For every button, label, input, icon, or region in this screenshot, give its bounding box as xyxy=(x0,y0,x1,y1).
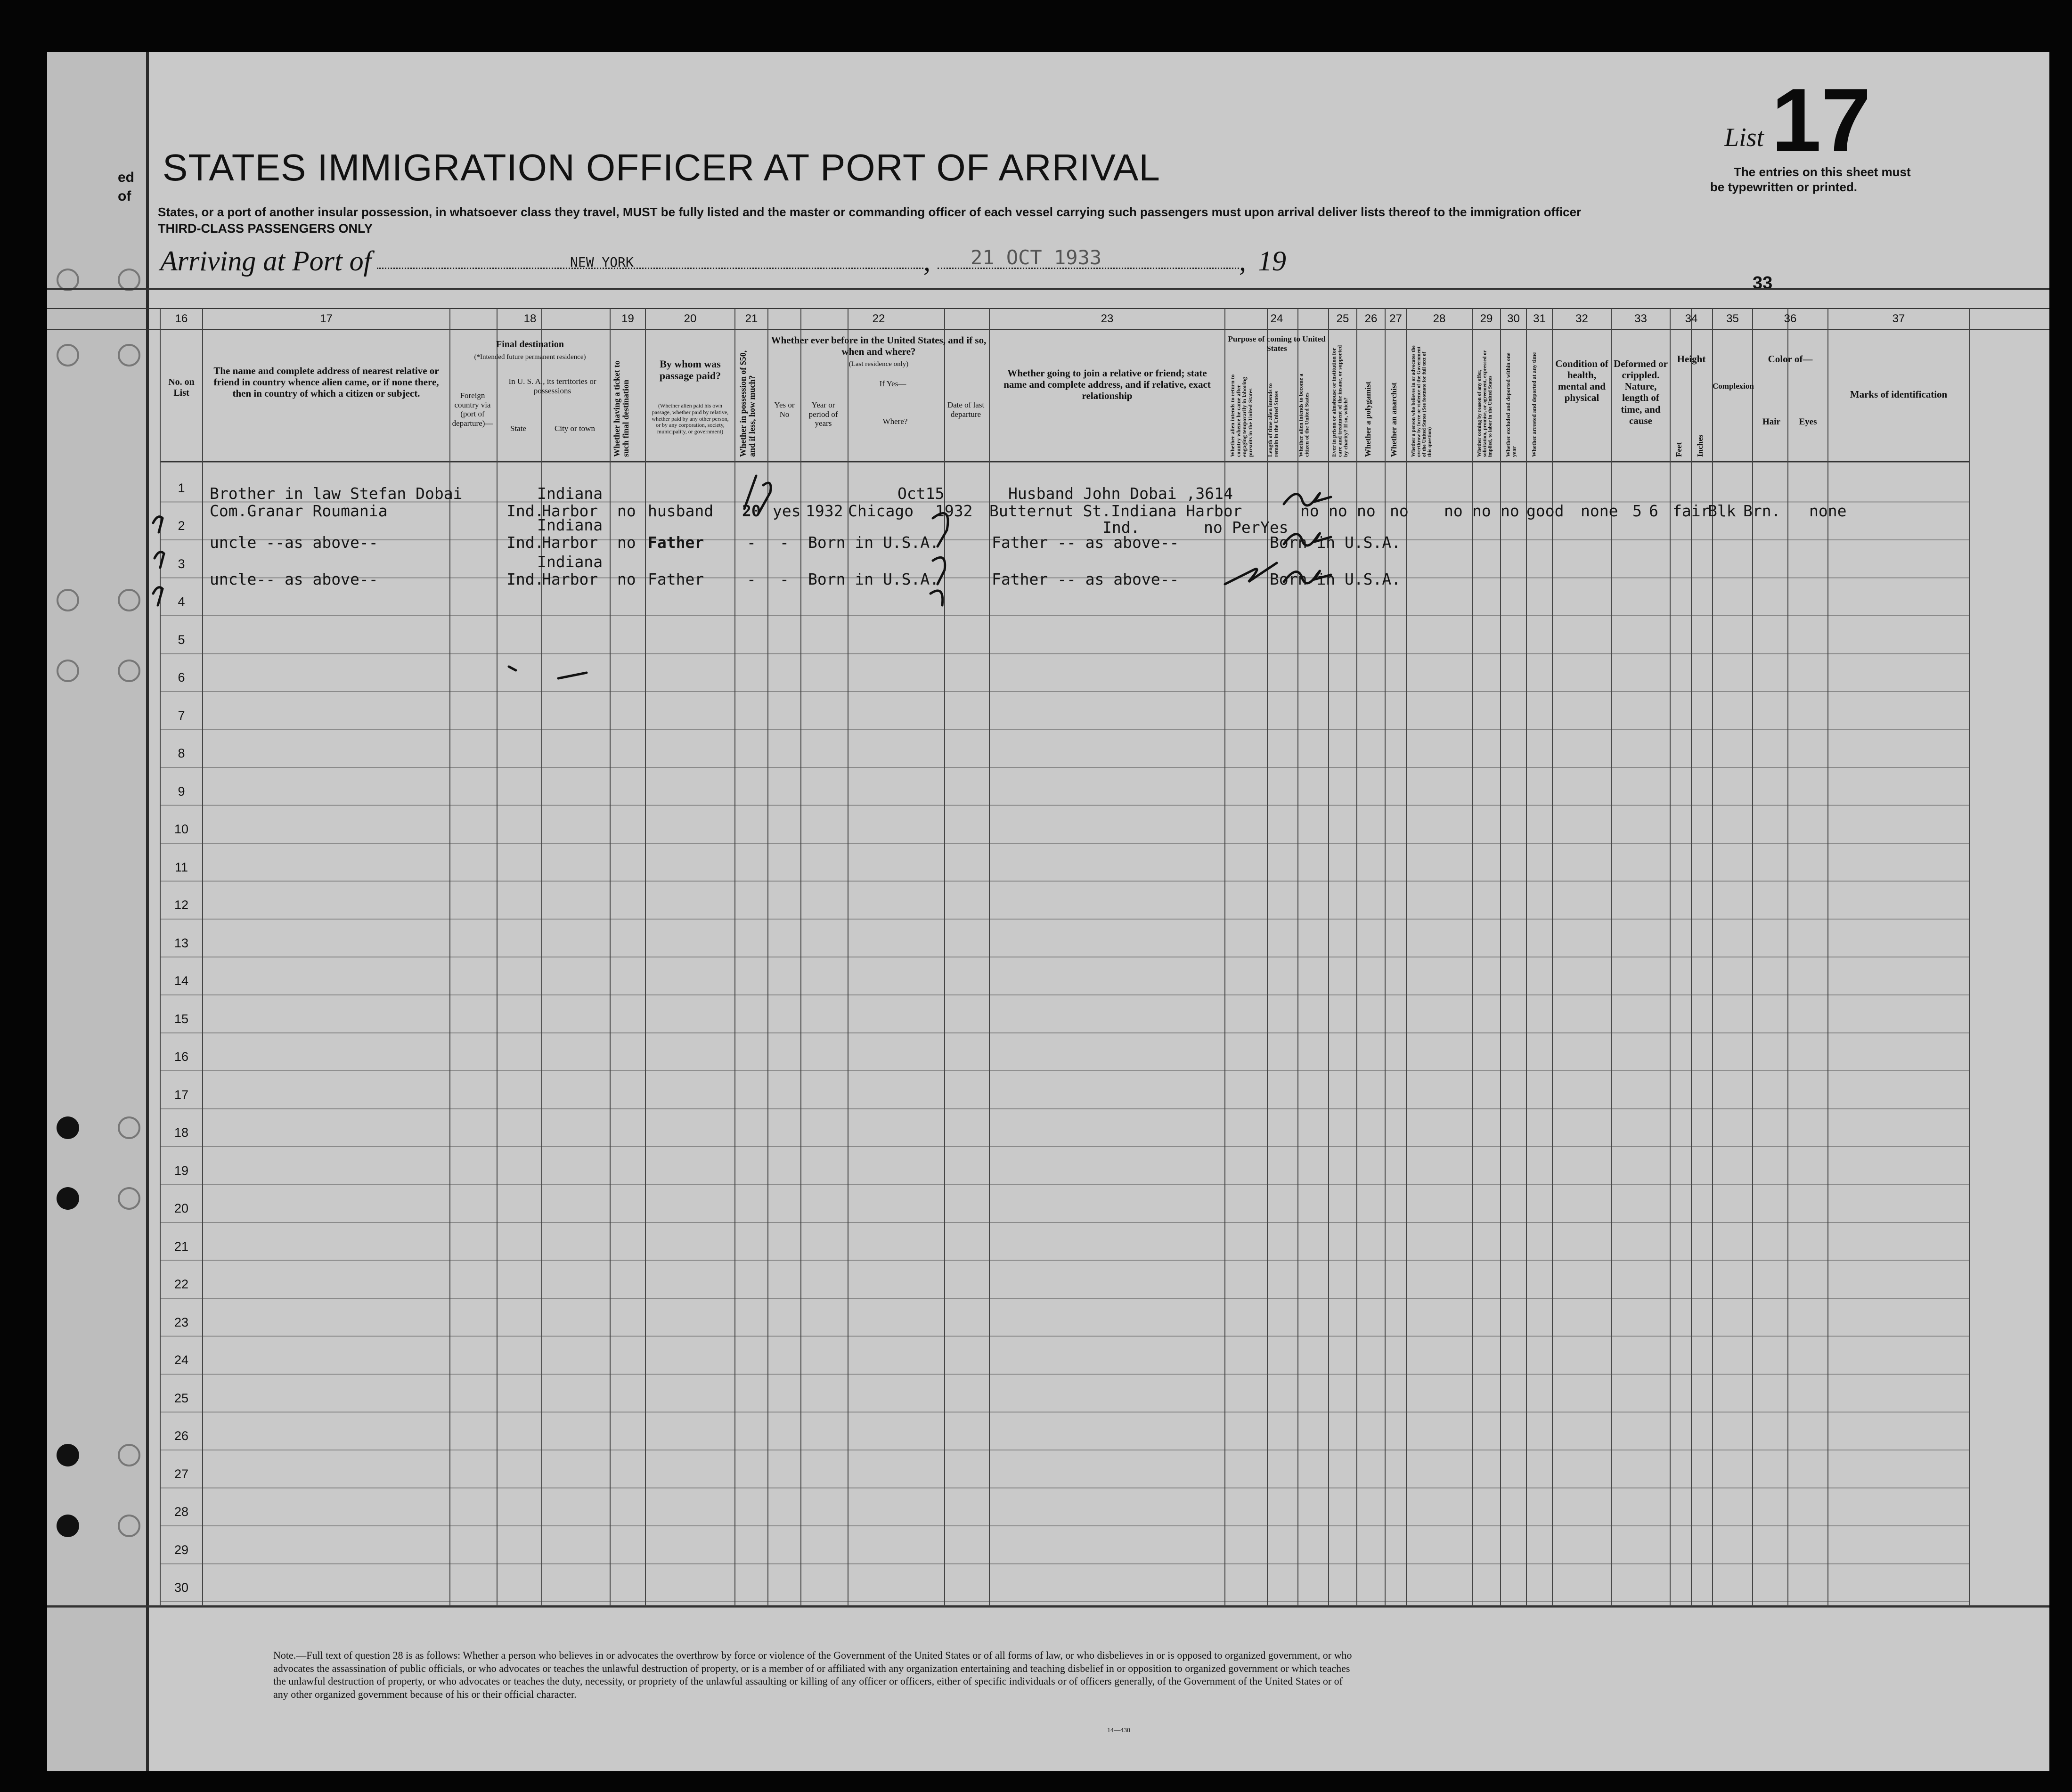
colnum: 36 xyxy=(1784,312,1797,325)
page-subtitle: States, or a port of another insular possession, in whatsoever class they travel, MUST be fully listed and the master or commanding officer of each vessel carrying such passengers must upon arrival deliver lists thereof to the immigration officer xyxy=(158,205,1582,219)
row-number: 24 xyxy=(174,1353,189,1367)
colnum: 16 xyxy=(175,312,188,325)
hdr-marks: Marks of identification xyxy=(1850,389,1948,400)
r2-born: Born in U.S.A. xyxy=(808,533,939,552)
colnum: 22 xyxy=(872,312,885,325)
margin-fragment: of xyxy=(118,188,131,204)
r1-q25: no xyxy=(1300,502,1319,520)
hdr-final-destination-note: (*Intended future permanent residence) xyxy=(474,353,586,361)
hdr-q31: Whether arrested and deported at any time xyxy=(1531,352,1537,457)
row-number: 5 xyxy=(178,632,185,647)
row-number: 9 xyxy=(178,784,185,798)
r3-city-top: Indiana xyxy=(537,553,603,571)
row-number: 14 xyxy=(174,974,189,988)
hdr-passage-note: (Whether alien paid his own passage, whether paid by relative, whether paid by any other person, or by any corporation, society, municipality, or government) xyxy=(652,402,729,435)
r1-deformed: none xyxy=(1581,502,1618,520)
check-mark xyxy=(153,587,163,605)
r3-ticket: no xyxy=(617,570,636,588)
row-number: 30 xyxy=(174,1580,189,1595)
colnum: 31 xyxy=(1533,312,1546,325)
r1-marks: none xyxy=(1809,502,1847,520)
r2-join: Father -- as above-- xyxy=(992,533,1179,552)
r2-yes-no: - xyxy=(780,533,789,552)
colnum: 21 xyxy=(745,312,758,325)
port-value: NEW YORK xyxy=(570,254,634,270)
r2-city: Harbor xyxy=(542,533,598,552)
check-mark xyxy=(930,513,948,605)
r1-join: Husband John Dobai ,3614 xyxy=(1008,484,1233,503)
r2-money: - xyxy=(747,533,756,552)
r1-join: Ind. xyxy=(1102,518,1140,537)
r3-city: Harbor xyxy=(542,570,598,588)
year-prefix: 19 xyxy=(1258,245,1286,277)
colnum: 33 xyxy=(1634,312,1647,325)
r1-q31: no xyxy=(1501,502,1519,520)
r2-paid: Father xyxy=(648,533,704,552)
list-label: List xyxy=(1724,123,1764,152)
hdr-q28: Whether a person who believes in or advocates the overthrow by force or violence of the Government of the United States (See footnote for full text of this question) xyxy=(1411,345,1433,457)
r1-where: Chicago xyxy=(848,502,914,520)
row-number: 28 xyxy=(174,1505,189,1519)
r3-born: Born in U.S.A. xyxy=(808,570,939,588)
r2-relative: uncle --as above-- xyxy=(210,533,378,552)
colnum: 28 xyxy=(1433,312,1446,325)
colnum: 35 xyxy=(1726,312,1739,325)
footer-note: Note.—Full text of question 28 is as follows: Whether a person who believes in or advocates the overthrow by force or violence of the Government of the United States or of all forms of law, or who disbelieves in or is opposed to organized government, or who advocates the assassination of public officials, or who advocates or teaches the unlawful destruction of property, or is a member of or affiliated with any organization entertaining and teaching disbelief in or opposition to organized government or which teaches the unlawful destruction of property, or who advocates or teaches the duty, necessity, or propriety of the unlawful assaulting or killing of any officer or officers, either of specific individuals or of officers generally, of the Government of the United States or of any other organized government because of his or their official character. xyxy=(273,1649,1352,1700)
initials-mark xyxy=(1284,533,1331,546)
r1-departure: 1932 xyxy=(935,502,973,520)
hdr-q29: Whether coming by reason of any offer, solicitation, promise, or agreement, expressed or implied, to labor in the United States xyxy=(1477,350,1493,457)
page-title: STATES IMMIGRATION OFFICER AT PORT OF ARRIVAL xyxy=(163,147,1160,188)
hdr-nearest-relative: The name and complete address of nearest relative or friend in country whence alien came, or if none there, then in country of which a citizen or subject. xyxy=(213,365,439,399)
colnum: 24 xyxy=(1270,312,1283,325)
r3-state: Ind. xyxy=(506,570,544,588)
r1-city: Harbor xyxy=(542,502,598,520)
hdr-ever-before: Whether ever before in the United States, and if so, when and where? xyxy=(771,334,987,358)
list-note: be typewritten or printed. xyxy=(1710,180,1858,194)
row-number: 11 xyxy=(174,860,188,874)
r1-q29: no xyxy=(1444,502,1463,520)
row-number: 13 xyxy=(174,936,189,950)
initials-mark xyxy=(1284,493,1331,505)
r1-yes-no: yes xyxy=(773,502,801,520)
r1-q24c: Yes xyxy=(1260,518,1289,537)
r1-q27: no xyxy=(1357,502,1376,520)
hdr-purpose-c: Whether alien intends to become a citizen of the United States xyxy=(1297,374,1310,457)
hdr-color-of: Color of— xyxy=(1768,353,1813,365)
colnum: 26 xyxy=(1364,312,1378,325)
row-number: 4 xyxy=(178,595,185,609)
r1-health: good xyxy=(1526,502,1564,520)
hdr-eyes: Eyes xyxy=(1799,417,1817,427)
row-number: 10 xyxy=(174,822,189,836)
manifest-sheet: ed of STATES IMMIGRATION OFFICER AT PORT OF ARRIVAL States, or a port of another insular possession, in whatsoever class they travel, MUST be fully listed and the master or commanding officer of each vessel carrying such passengers must upon arrival deliver lists thereof to the immigration officer THIRD-CLASS PASSENGERS ONLY List 17 The entries on this sheet must be typewritten or printed. Arriving at Port of NEW YORK , 21 OCT 1933 , 19 33 16 17 18 19 20 21 22 23 24 25 26 27 28 29 30 31 32 33 34 35 36 37 No. on List The name and complete address of nearest relative or friend in country whence alien came, or if none there, then in country of which a citizen or subject. Final destination (*Intended future permanent residence) Foreign country via (port of departure)— In U. S. A., its territories or possessions State City or town Whether having a ticket to such final destination By whom was passage paid? (Whether alien paid his own passage, whether paid by relative, whether paid by any other person, or by any corporation, society, municipality, or government) Whether in possession of $50, and if less, how much? Whether ever before in the United States, and if so, when and where? (Last residence only) If Yes— Yes or No Year or period of years Where? Date of last departure Whether going to join a relative or friend; state name and complete address, and if relative, exact relationship Purpose of coming to United States Whether alien intends to return to country whence he came after engaging temporarily in laboring pursuits in the United States Length of time alien intends to remain in the United States Whether alien intends to become a citizen of the United States Ever in prison or almshouse or institution for care and treatment of the insane, or supported by charity? If so, which? Whether a polygamist Whether an anarchist Whether a person who believes in or advocates the overthrow by force or violence of the Government of the United States (See footnote for full text of this question) Whether coming by reason of any offer, solicitation, promise, or agreement, expressed or implied, to labor in the United States Whether excluded and deported within one year Whether arrested and deported at any time Condition of health, mental and physical Deformed or crippled. Nature, length of time, and cause Height Feet Inches Complexion Color of— Hair Eyes Marks of identification 1 2 3 4 5 6 7 8 9 10 11 12 13 14 15 16 17 18 19 20 21 22 23 24 25 26 27 28 29 30 Brother in law Stefan Dobai Com.Granar Roumania Indiana Ind. Harbor no husband 20 yes 1932 Chicago Oct15 1932 Husband John Dobai ,3614 Butternut St.Indiana Harbor Ind. no Per Yes no no no no no no no good none 5 6 fair Blk Brn. none uncle --as above-- Indiana Ind. Harbor no Father - - Born in U.S.A. Father -- as above-- Born in U.S.A. uncle-- as above-- Indiana Ind. Harbor no Father - - Born in U.S.A. Father -- as above-- Born in U.S.A. Note.—Full text of question 28 is as follows: Whether a person who believes in or advocates the overthrow by force or violence of the Government of the United States or of all forms of law, or who disbelieves in or is opposed to organized government, or who advocates the assassination of public officials, or who advocates or teaches the unlawful destruction of property, or is a member of or affiliated with any organization entertaining and teaching disbelief in or opposition to organized government or which teaches the unlawful destruction of property, or who advocates or teaches the duty, necessity, or propriety of the unlawful assaulting or killing of any officer or officers, either of specific individuals or of officers generally, of the Government of the United States or of any other organized government because of his or their official character. 14—430 xyxy=(47,52,2049,1771)
r2-state: Ind. xyxy=(506,533,544,552)
hdr-health: Condition of health, mental and physical xyxy=(1555,358,1608,404)
margin-fragment: ed xyxy=(118,170,135,185)
hdr-no-on-list: No. on List xyxy=(168,377,195,398)
hdr-year: Year or period of years xyxy=(808,400,838,428)
r1-relative: Brother in law Stefan Dobai xyxy=(210,484,463,503)
hdr-purpose-b: Length of time alien intends to remain in the United States xyxy=(1267,383,1280,457)
r1-feet: 5 xyxy=(1632,502,1642,520)
colnum: 20 xyxy=(684,312,697,325)
hdr-polygamist: Whether a polygamist xyxy=(1363,381,1372,457)
hdr-purpose-a: Whether alien intends to return to country whence he came after engaging temporarily in laboring pursuits in the United States xyxy=(1229,374,1254,457)
sheet-marker: 33 xyxy=(1753,273,1773,293)
hdr-final-destination: Final destination xyxy=(496,339,564,350)
r1-q24b: Per xyxy=(1232,518,1260,537)
row-number: 17 xyxy=(174,1087,189,1102)
r3-paid: Father xyxy=(648,570,704,588)
hdr-ticket: Whether having a ticket to such final destination xyxy=(612,360,630,457)
r3-born-right: Born in U.S.A. xyxy=(1270,570,1401,588)
row-number: 25 xyxy=(174,1391,189,1405)
hdr-where: Where? xyxy=(882,417,908,426)
row-number: 27 xyxy=(174,1466,189,1481)
check-mark xyxy=(155,552,164,568)
hdr-q30: Whether excluded and deported within one year xyxy=(1505,352,1517,457)
hdr-prison: Ever in prison or almshouse or institution for care and treatment of the insane, or supported by charity? If so, which? xyxy=(1330,345,1349,457)
row-number: 20 xyxy=(174,1201,189,1215)
r2-ticket: no xyxy=(617,533,636,552)
colnum: 32 xyxy=(1575,312,1588,325)
hdr-foreign-country: Foreign country via (port of departure)— xyxy=(452,391,493,428)
r1-relative: Com.Granar Roumania xyxy=(210,502,388,520)
hdr-join-relative: Whether going to join a relative or friend; state name and complete address, and if relative, exact relationship xyxy=(1003,367,1211,402)
r1-year: 1932 xyxy=(806,502,843,520)
r1-inches: 6 xyxy=(1649,502,1658,520)
hdr-date-last-departure: Date of last departure xyxy=(947,400,985,419)
row-number: 26 xyxy=(174,1429,189,1443)
class-line: THIRD-CLASS PASSENGERS ONLY xyxy=(158,221,373,236)
r1-departure-top: Oct15 xyxy=(897,484,945,503)
hdr-possession-50: Whether in possession of $50, and if less, how much? xyxy=(738,350,757,457)
initials-mark xyxy=(1284,571,1331,583)
r1-q30: no xyxy=(1472,502,1491,520)
row-number: 2 xyxy=(178,519,185,533)
hdr-anarchist: Whether an anarchist xyxy=(1389,382,1398,457)
row-number: 8 xyxy=(178,746,185,760)
r1-complexion: fair xyxy=(1672,502,1710,520)
hdr-passage-paid: By whom was passage paid? xyxy=(659,358,721,382)
hdr-city: City or town xyxy=(555,424,595,433)
r1-ticket: no xyxy=(617,502,636,520)
row-number: 22 xyxy=(174,1277,189,1291)
colnum: 17 xyxy=(320,312,333,325)
r1-join: Butternut St.Indiana Harbor xyxy=(989,502,1242,520)
colnum: 29 xyxy=(1480,312,1493,325)
r3-relative: uncle-- as above-- xyxy=(210,570,378,588)
hdr-state: State xyxy=(510,424,526,433)
handwritten-marks xyxy=(47,52,2049,1771)
row-number: 29 xyxy=(174,1542,189,1557)
colnum: 27 xyxy=(1389,312,1402,325)
list-note: The entries on this sheet must xyxy=(1734,165,1911,179)
hdr-height: Height xyxy=(1677,353,1706,365)
row-number: 19 xyxy=(174,1163,189,1178)
hdr-purpose: Purpose of coming to United States xyxy=(1228,334,1326,353)
r3-join: Father -- as above-- xyxy=(992,570,1179,588)
r3-yes-no: - xyxy=(780,570,789,588)
row-number: 1 xyxy=(178,481,185,495)
row-number: 16 xyxy=(174,1050,189,1064)
row-number: 15 xyxy=(174,1011,189,1026)
form-number: 14—430 xyxy=(1107,1727,1130,1734)
money-mark xyxy=(744,476,771,513)
row-number: 6 xyxy=(178,670,185,684)
colnum: 19 xyxy=(621,312,634,325)
stray-mark xyxy=(509,667,587,678)
r1-paid: husband xyxy=(648,502,714,520)
port-label: Arriving at Port of xyxy=(160,245,372,277)
row-number: 18 xyxy=(174,1125,189,1140)
hdr-inches: Inches xyxy=(1696,434,1705,457)
r1-q28: no xyxy=(1390,502,1409,520)
row-number: 23 xyxy=(174,1315,189,1329)
row-number: 3 xyxy=(178,556,185,571)
r3-money: - xyxy=(747,570,756,588)
r1-q24: no xyxy=(1204,518,1223,537)
hdr-hair: Hair xyxy=(1762,417,1780,427)
r2-born-right: Born in U.S.A. xyxy=(1270,533,1401,552)
hdr-last-residence: (Last residence only) xyxy=(848,360,909,368)
hdr-feet: Feet xyxy=(1674,442,1683,457)
date-stamp: 21 OCT 1933 xyxy=(971,246,1102,269)
colnum: 34 xyxy=(1685,312,1698,325)
hdr-if-yes: If Yes— xyxy=(879,379,906,388)
hdr-deformed: Deformed or crippled. Nature, length of time, and cause xyxy=(1614,358,1668,426)
colnum: 18 xyxy=(523,312,537,325)
r1-eyes: Brn. xyxy=(1743,502,1781,520)
hdr-complexion: Complexion xyxy=(1713,382,1754,391)
row-number: 21 xyxy=(174,1239,189,1254)
r1-q26: no xyxy=(1329,502,1347,520)
colnum: 23 xyxy=(1101,312,1114,325)
r1-state: Ind. xyxy=(506,502,544,520)
check-mark xyxy=(153,517,163,532)
r2-city-top: Indiana xyxy=(537,516,603,534)
hdr-yes-no: Yes or No xyxy=(774,400,795,419)
list-number: 17 xyxy=(1771,70,1871,170)
row-number: 7 xyxy=(178,708,185,723)
colnum: 30 xyxy=(1507,312,1520,325)
pen-stroke xyxy=(1225,563,1277,584)
r1-hair: Blk xyxy=(1708,502,1736,520)
colnum: 25 xyxy=(1336,312,1349,325)
r1-money: 20 xyxy=(742,502,761,520)
colnum: 37 xyxy=(1892,312,1905,325)
row-number: 12 xyxy=(174,898,189,912)
r1-city-top: Indiana xyxy=(537,484,603,503)
hdr-in-usa: In U. S. A., its territories or possessions xyxy=(508,377,596,395)
